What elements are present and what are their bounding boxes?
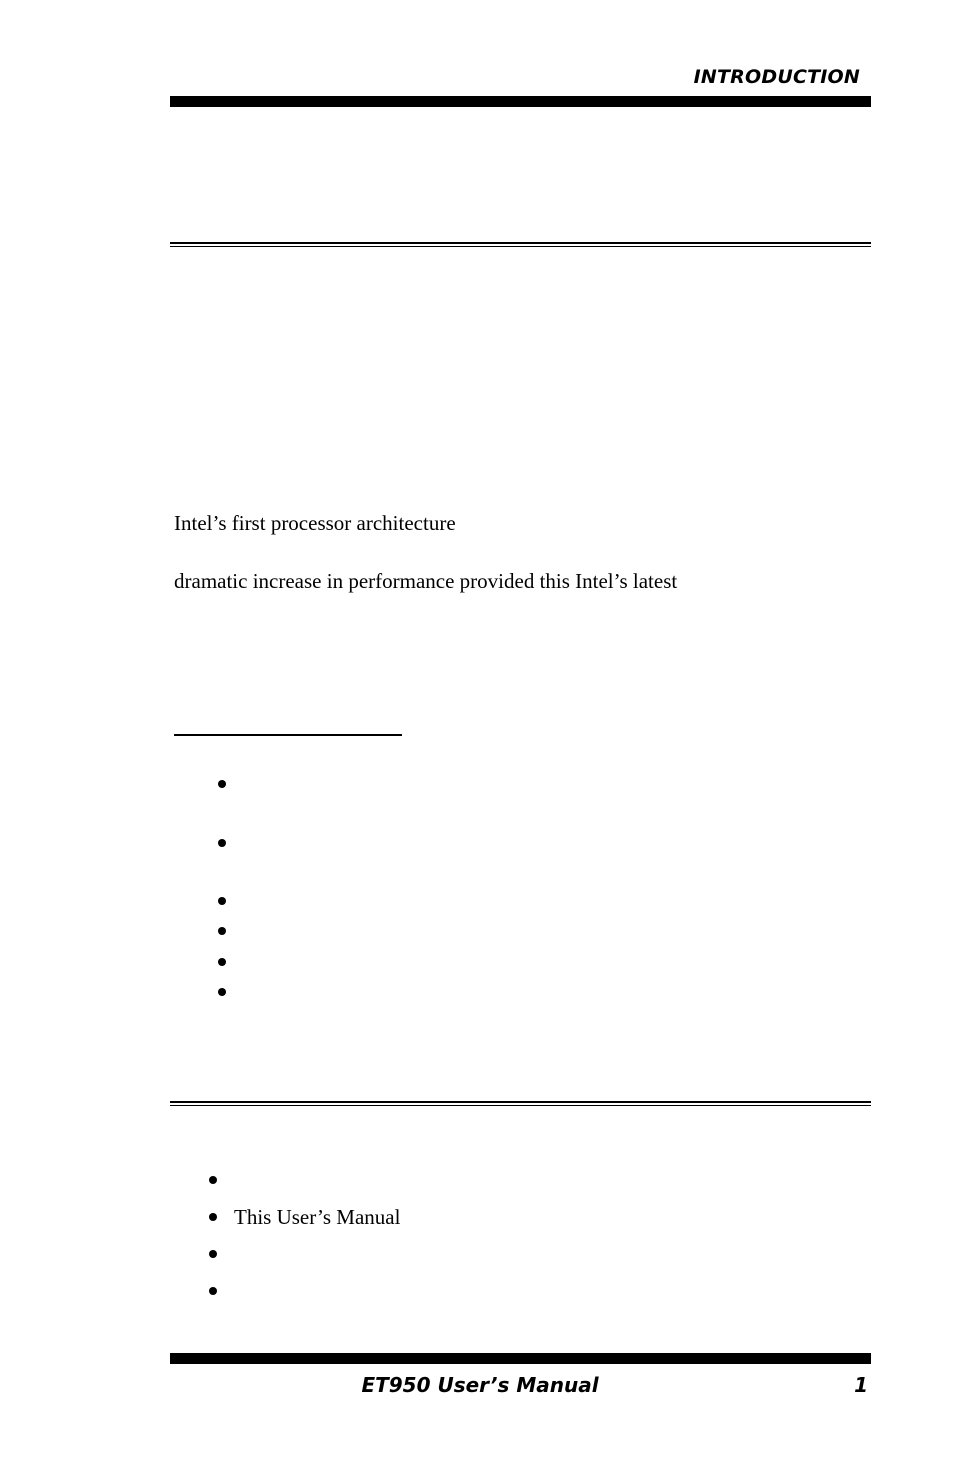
section-divider-top — [170, 242, 871, 247]
package-list-bullet — [209, 1213, 217, 1221]
header-rule — [170, 96, 871, 107]
package-list-bullet — [209, 1250, 217, 1258]
features-list-bullet — [218, 839, 226, 847]
features-list-bullet — [218, 958, 226, 966]
footer-page-number: 1 — [854, 1373, 868, 1397]
package-list-item-manual: This User’s Manual — [234, 1205, 401, 1229]
section-divider-bottom — [170, 1101, 871, 1106]
features-list-bullet — [218, 780, 226, 788]
features-list-bullet — [218, 927, 226, 935]
package-list-bullet — [209, 1287, 217, 1295]
subheading-underline — [174, 734, 402, 736]
package-list-bullet — [209, 1176, 217, 1184]
features-list-bullet — [218, 988, 226, 996]
footer-manual-title: ET950 User’s Manual — [361, 1373, 599, 1397]
body-line-1: Intel’s first processor architecture — [174, 511, 456, 535]
body-line-2: dramatic increase in performance provided this Intel’s latest — [174, 569, 678, 593]
header-section-title: INTRODUCTION — [693, 66, 860, 88]
features-list-bullet — [218, 897, 226, 905]
footer-rule — [170, 1353, 871, 1364]
